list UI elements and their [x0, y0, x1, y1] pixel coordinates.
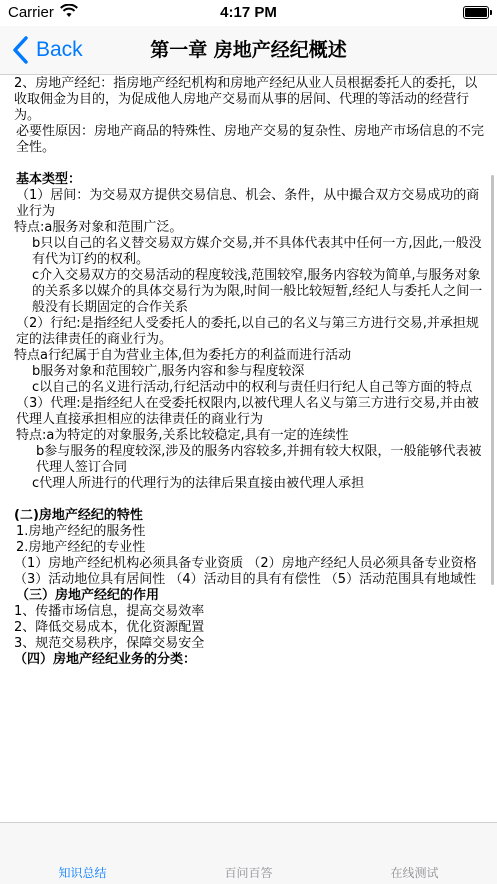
battery-icon	[463, 6, 489, 19]
article-content[interactable]	[14, 76, 484, 822]
text-line: 1.房地产经纪的服务性	[16, 524, 146, 539]
text-line: 必要性原因：房地产商品的特殊性、房地产交易的复杂性、房地产市场信息的不完全性。	[16, 124, 484, 155]
text-line: （3）活动地位具有居间性 （4）活动目的具有有偿性 （5）活动范围具有地域性	[14, 572, 477, 587]
text-line: b只以自己的名义替交易双方媒介交易,并不具体代表其中任何一方,因此,一般没有代为订约的权利。	[32, 236, 482, 267]
text-line: c代理人所进行的代理行为的法律后果直接由被代理人承担	[32, 476, 365, 491]
carrier-label: Carrier	[8, 4, 54, 21]
tab-bar	[0, 822, 497, 884]
text-line: （3）代理:是指经纪人在受委托权限内,以被代理人名义与第三方进行交易,并由被代理人直接承担相应的法律责任的商业行为	[16, 396, 479, 427]
text-line: （1）房地产经纪机构必须具备专业资质 （2）房地产经纪人员必须具备专业资格	[14, 556, 477, 571]
clock: 4:17 PM	[220, 4, 277, 21]
spacer	[14, 492, 484, 508]
text-line: 特点:a为特定的对象服务,关系比较稳定,具有一定的连续性	[16, 428, 349, 443]
text-line: c介入交易双方的交易活动的程度较浅,范围较窄,服务内容较为简单,与服务对象的关系多以媒介的具体交易行为为限,时间一般比较短暂,经纪人与委托人之间一般没有长期固定的合作关系	[32, 268, 483, 315]
text-line: b参与服务的程度较深,涉及的服务内容较多,并拥有较大权限，一般能够代表被代理人签订合同	[36, 444, 482, 475]
text-line: 2、房地产经纪：指房地产经纪机构和房地产经纪从业人员根据委托人的委托，以收取佣金为目的，为促成他人房地产交易而从事的居间、代理的等活动的经营行为。	[14, 76, 478, 123]
text-line: c以自己的名义进行活动,行纪活动中的权利与责任归行纪人自己等方面的特点	[32, 380, 473, 395]
spacer	[14, 156, 484, 172]
text-line: 基本类型：	[16, 172, 82, 187]
text-line: （四）房地产经纪业务的分类：	[14, 652, 197, 667]
tab-label: 百问百答	[224, 866, 273, 880]
text-line: 1、传播市场信息，提高交易效率	[14, 604, 205, 619]
chevron-left-icon	[10, 35, 32, 65]
text-line: 2、降低交易成本，优化资源配置	[14, 620, 205, 635]
text-line: 3、规范交易秩序，保障交易安全	[14, 636, 205, 651]
text-line: 特点:a服务对象和范围广泛。	[14, 220, 183, 235]
back-label: Back	[36, 38, 83, 61]
back-button[interactable]	[10, 26, 83, 74]
text-line: 2.房地产经纪的专业性	[16, 540, 146, 555]
text-line: （1）居间：为交易双方提供交易信息、机会、条件，从中撮合双方交易成功的商业行为	[16, 188, 480, 219]
tab-label: 在线测试	[390, 866, 439, 880]
text-line: 特点a行纪属于自为营业主体,但为委托方的利益而进行活动	[14, 348, 352, 363]
text-line: （三）房地产经纪的作用	[16, 588, 160, 603]
scroll-indicator[interactable]	[491, 175, 494, 585]
tab-label: 知识总结	[58, 866, 107, 880]
text-line: (二)房地产经纪的特性	[14, 508, 143, 523]
tab-online-test[interactable]	[332, 823, 497, 884]
tab-qa[interactable]	[166, 823, 331, 884]
page-title: 第一章 房地产经纪概述	[150, 39, 347, 61]
tab-knowledge-summary[interactable]	[0, 823, 165, 884]
status-bar	[0, 0, 497, 26]
navigation-bar	[0, 26, 497, 75]
text-line: b服务对象和范围较广,服务内容和参与程度较深	[32, 364, 305, 379]
text-line: （2）行纪:是指经纪人受委托人的委托,以自己的名义与第三方进行交易,并承担规定的法律责任的商业行为。	[16, 316, 479, 347]
